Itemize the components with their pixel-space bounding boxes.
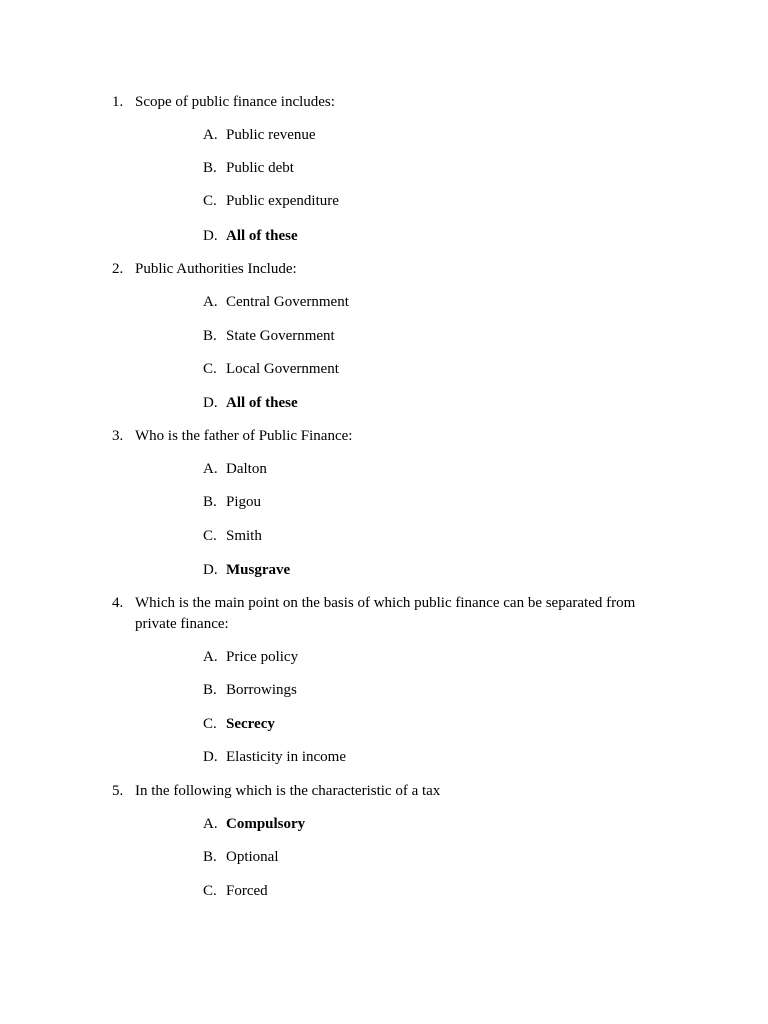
option-letter: A. bbox=[203, 127, 218, 143]
option-letter: B. bbox=[203, 849, 217, 865]
question-text: In the following which is the characteristic of a tax bbox=[135, 783, 441, 799]
option-letter: C. bbox=[203, 883, 217, 899]
option-1b bbox=[203, 158, 294, 179]
option-text: Central Government bbox=[226, 294, 349, 310]
question-number: 5. bbox=[112, 783, 124, 799]
option-letter: C. bbox=[203, 193, 217, 209]
option-text: Smith bbox=[226, 528, 262, 544]
question-text: Scope of public finance includes: bbox=[135, 94, 335, 110]
option-text: Public expenditure bbox=[226, 193, 339, 209]
option-letter: D. bbox=[203, 228, 218, 244]
question-text: Who is the father of Public Finance: bbox=[135, 428, 353, 444]
option-2c bbox=[203, 359, 339, 380]
option-text: Optional bbox=[226, 849, 279, 865]
option-text: Local Government bbox=[226, 361, 339, 377]
option-5c bbox=[203, 881, 268, 902]
option-3a bbox=[203, 459, 267, 480]
option-text: Public debt bbox=[226, 160, 294, 176]
option-text: Secrecy bbox=[226, 716, 275, 732]
option-2d-correct bbox=[203, 393, 298, 414]
question-3 bbox=[112, 426, 652, 447]
option-letter: B. bbox=[203, 328, 217, 344]
option-letter: B. bbox=[203, 682, 217, 698]
question-number: 1. bbox=[112, 94, 124, 110]
option-letter: A. bbox=[203, 294, 218, 310]
option-1a bbox=[203, 125, 316, 146]
option-letter: B. bbox=[203, 160, 217, 176]
option-text: Compulsory bbox=[226, 816, 306, 832]
option-3d-correct bbox=[203, 560, 290, 581]
question-1 bbox=[112, 92, 652, 113]
question-text: Public Authorities Include: bbox=[135, 261, 297, 277]
option-text: State Government bbox=[226, 328, 335, 344]
option-letter: D. bbox=[203, 395, 218, 411]
option-letter: A. bbox=[203, 461, 218, 477]
option-letter: B. bbox=[203, 494, 217, 510]
option-text: Borrowings bbox=[226, 682, 297, 698]
option-1d-correct bbox=[203, 226, 298, 247]
option-text: Pigou bbox=[226, 494, 262, 510]
option-4c-correct bbox=[203, 714, 275, 735]
option-text: Price policy bbox=[226, 649, 299, 665]
question-number: 4. bbox=[112, 595, 124, 611]
option-text: Musgrave bbox=[226, 562, 291, 578]
option-letter: A. bbox=[203, 649, 218, 665]
question-number: 3. bbox=[112, 428, 124, 444]
option-3b bbox=[203, 492, 261, 513]
option-text: All of these bbox=[226, 228, 298, 244]
option-2a bbox=[203, 292, 349, 313]
option-5b bbox=[203, 847, 279, 868]
option-text: All of these bbox=[226, 395, 298, 411]
option-1c bbox=[203, 191, 339, 212]
option-3c bbox=[203, 526, 262, 547]
option-text: Forced bbox=[226, 883, 268, 899]
option-4d bbox=[203, 747, 346, 768]
option-letter: C. bbox=[203, 528, 217, 544]
option-text: Dalton bbox=[226, 461, 267, 477]
option-4b bbox=[203, 680, 297, 701]
question-text: Which is the main point on the basis of which public finance can be separated from private finance: bbox=[135, 595, 636, 632]
option-letter: D. bbox=[203, 749, 218, 765]
option-5a-correct bbox=[203, 814, 305, 835]
option-text: Elasticity in income bbox=[226, 749, 346, 765]
option-text: Public revenue bbox=[226, 127, 316, 143]
option-letter: A. bbox=[203, 816, 218, 832]
question-2 bbox=[112, 259, 652, 280]
option-4a bbox=[203, 647, 298, 668]
question-4 bbox=[112, 593, 652, 635]
question-number: 2. bbox=[112, 261, 124, 277]
option-letter: D. bbox=[203, 562, 218, 578]
option-letter: C. bbox=[203, 361, 217, 377]
question-5 bbox=[112, 781, 652, 802]
option-2b bbox=[203, 326, 335, 347]
option-letter: C. bbox=[203, 716, 217, 732]
